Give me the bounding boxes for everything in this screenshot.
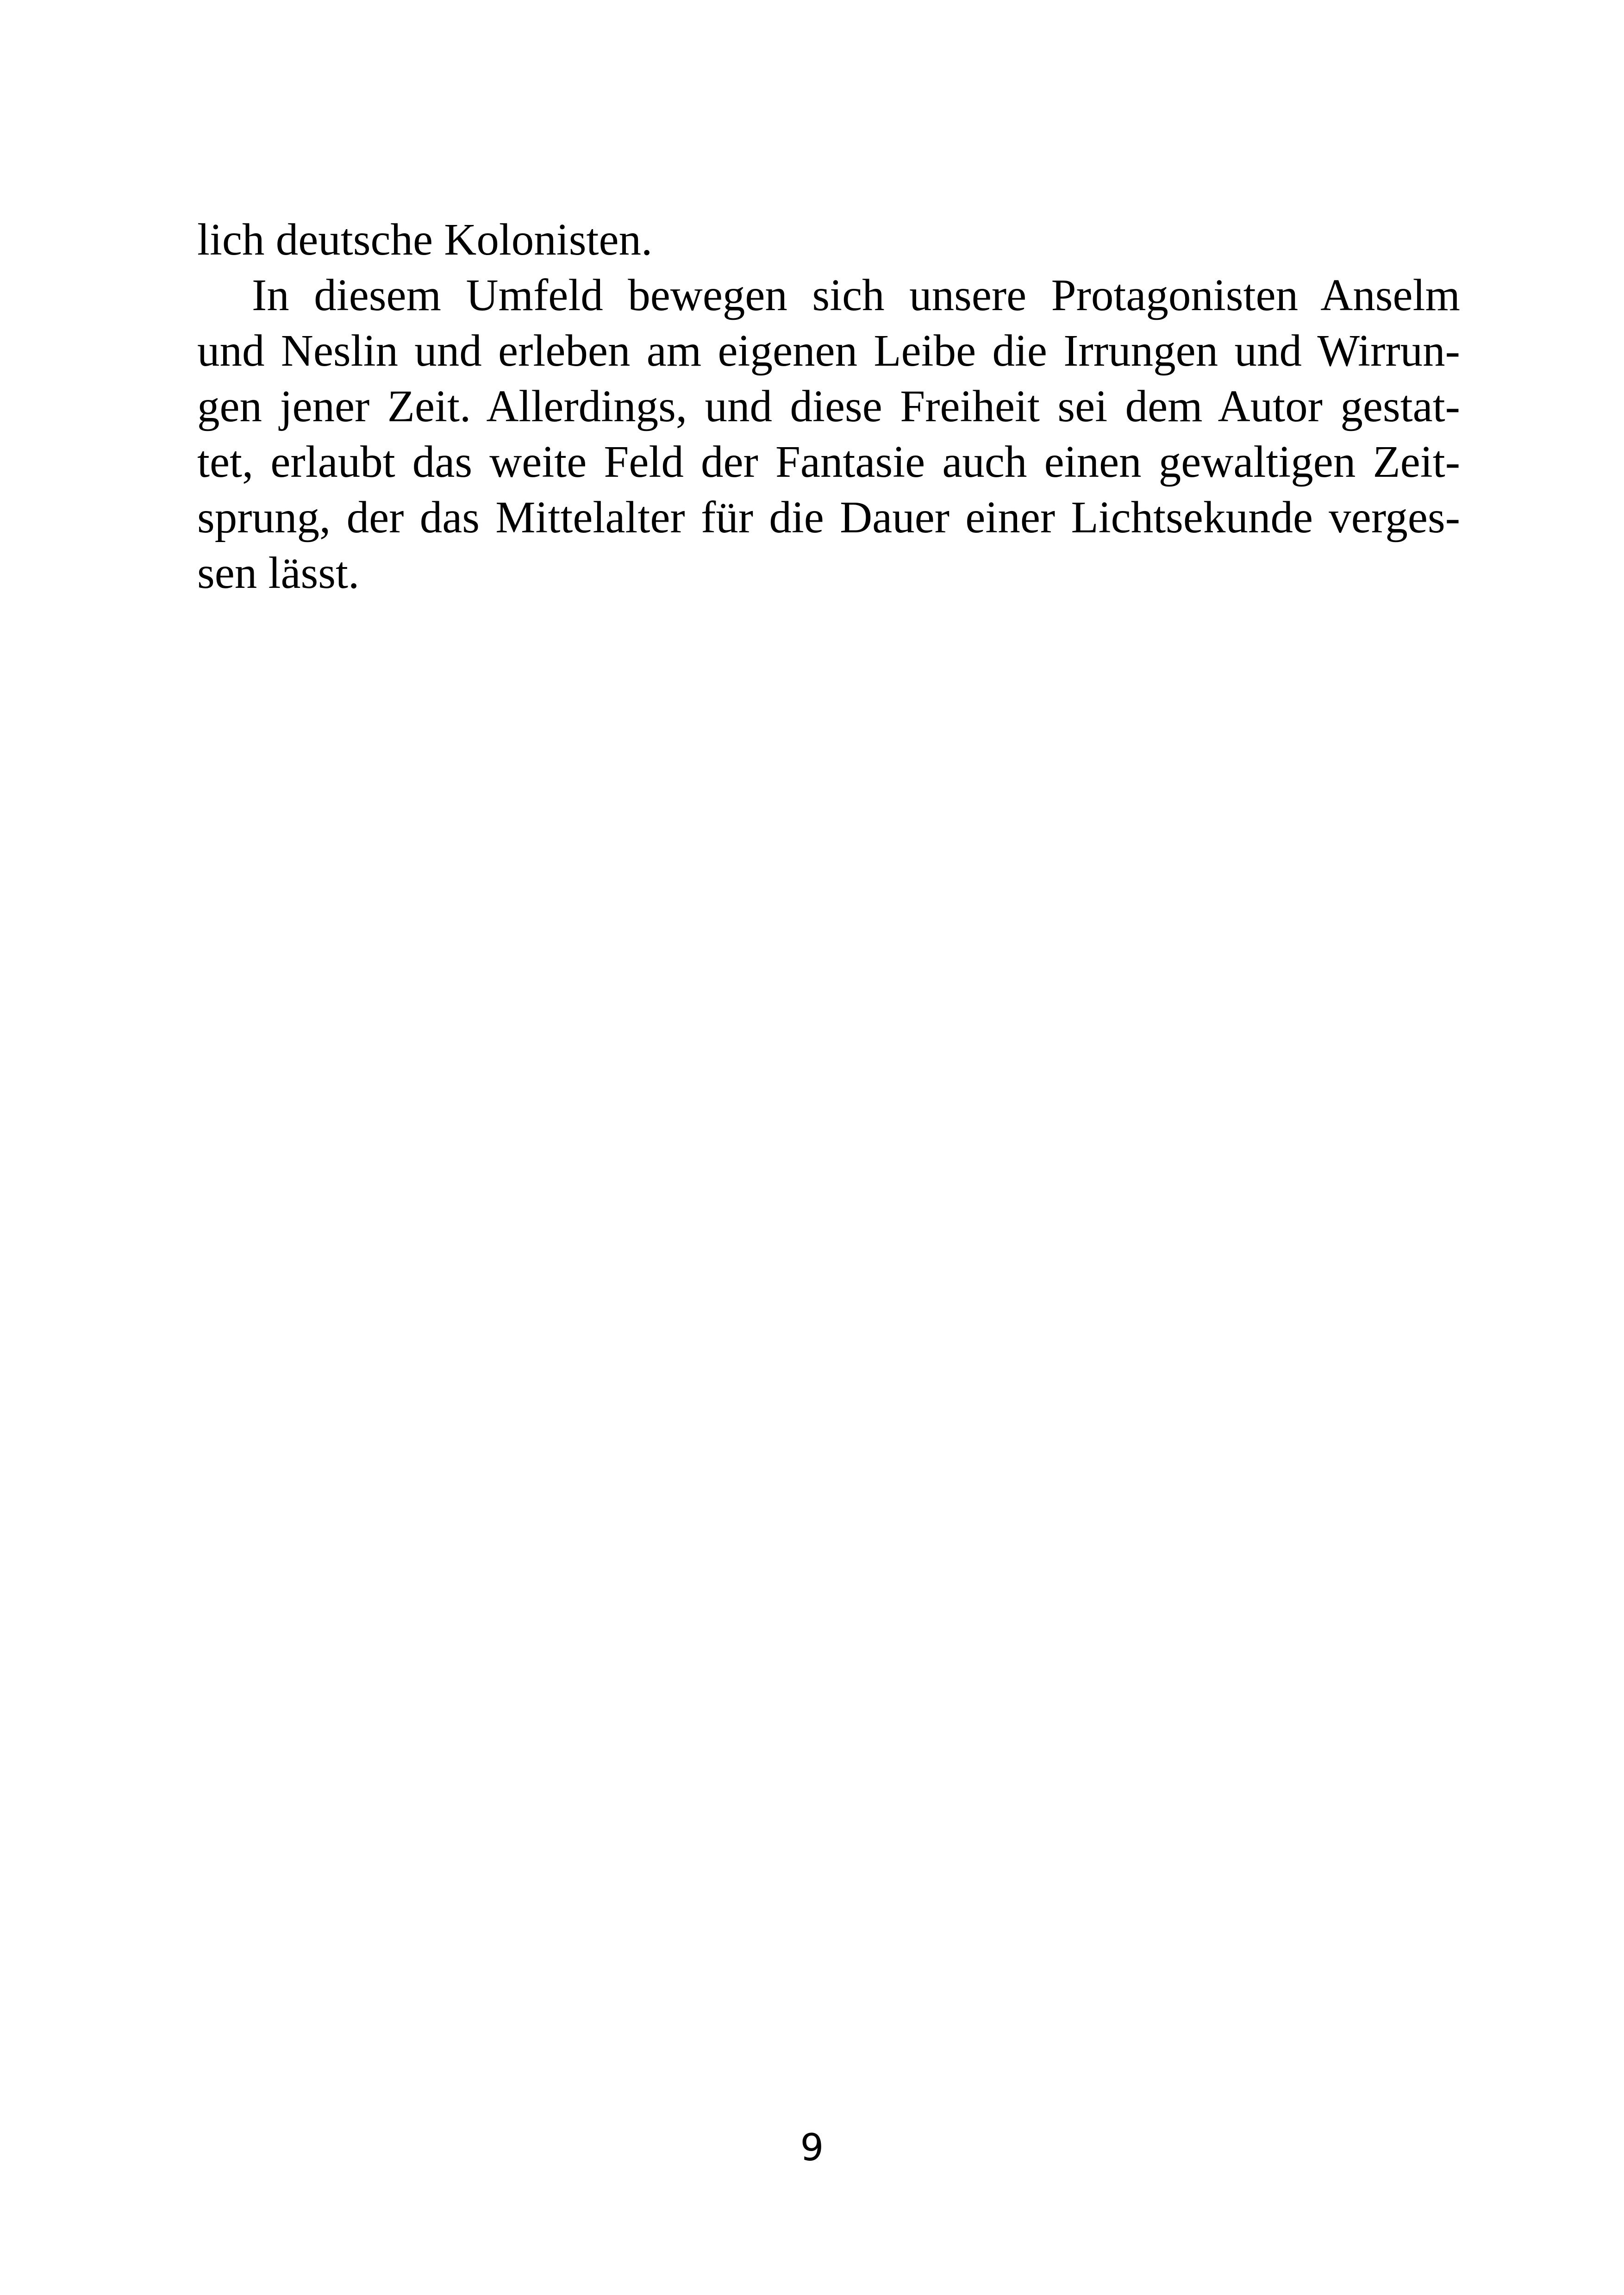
text-line: tet, erlaubt das weite Feld der Fantasie auch einen gewaltigen Zeit- (197, 437, 1460, 486)
paragraph-first-line: In diesem Umfeld bewegen sich unsere Protagonisten Anselm (252, 270, 1460, 320)
text-line: und Neslin und erleben am eigenen Leibe die Irrungen und Wirrun- (197, 326, 1460, 375)
text-line: lich deutsche Kolonisten. (197, 215, 653, 264)
text-line: sen lässt. (197, 548, 360, 598)
text-line: gen jener Zeit. Allerdings, und diese Freiheit sei dem Autor gestat- (197, 381, 1460, 431)
body-text (197, 212, 1460, 601)
text-line: sprung, der das Mittelalter für die Dauer einer Lichtsekunde verges- (197, 493, 1460, 542)
page-number: 9 (800, 2126, 824, 2169)
